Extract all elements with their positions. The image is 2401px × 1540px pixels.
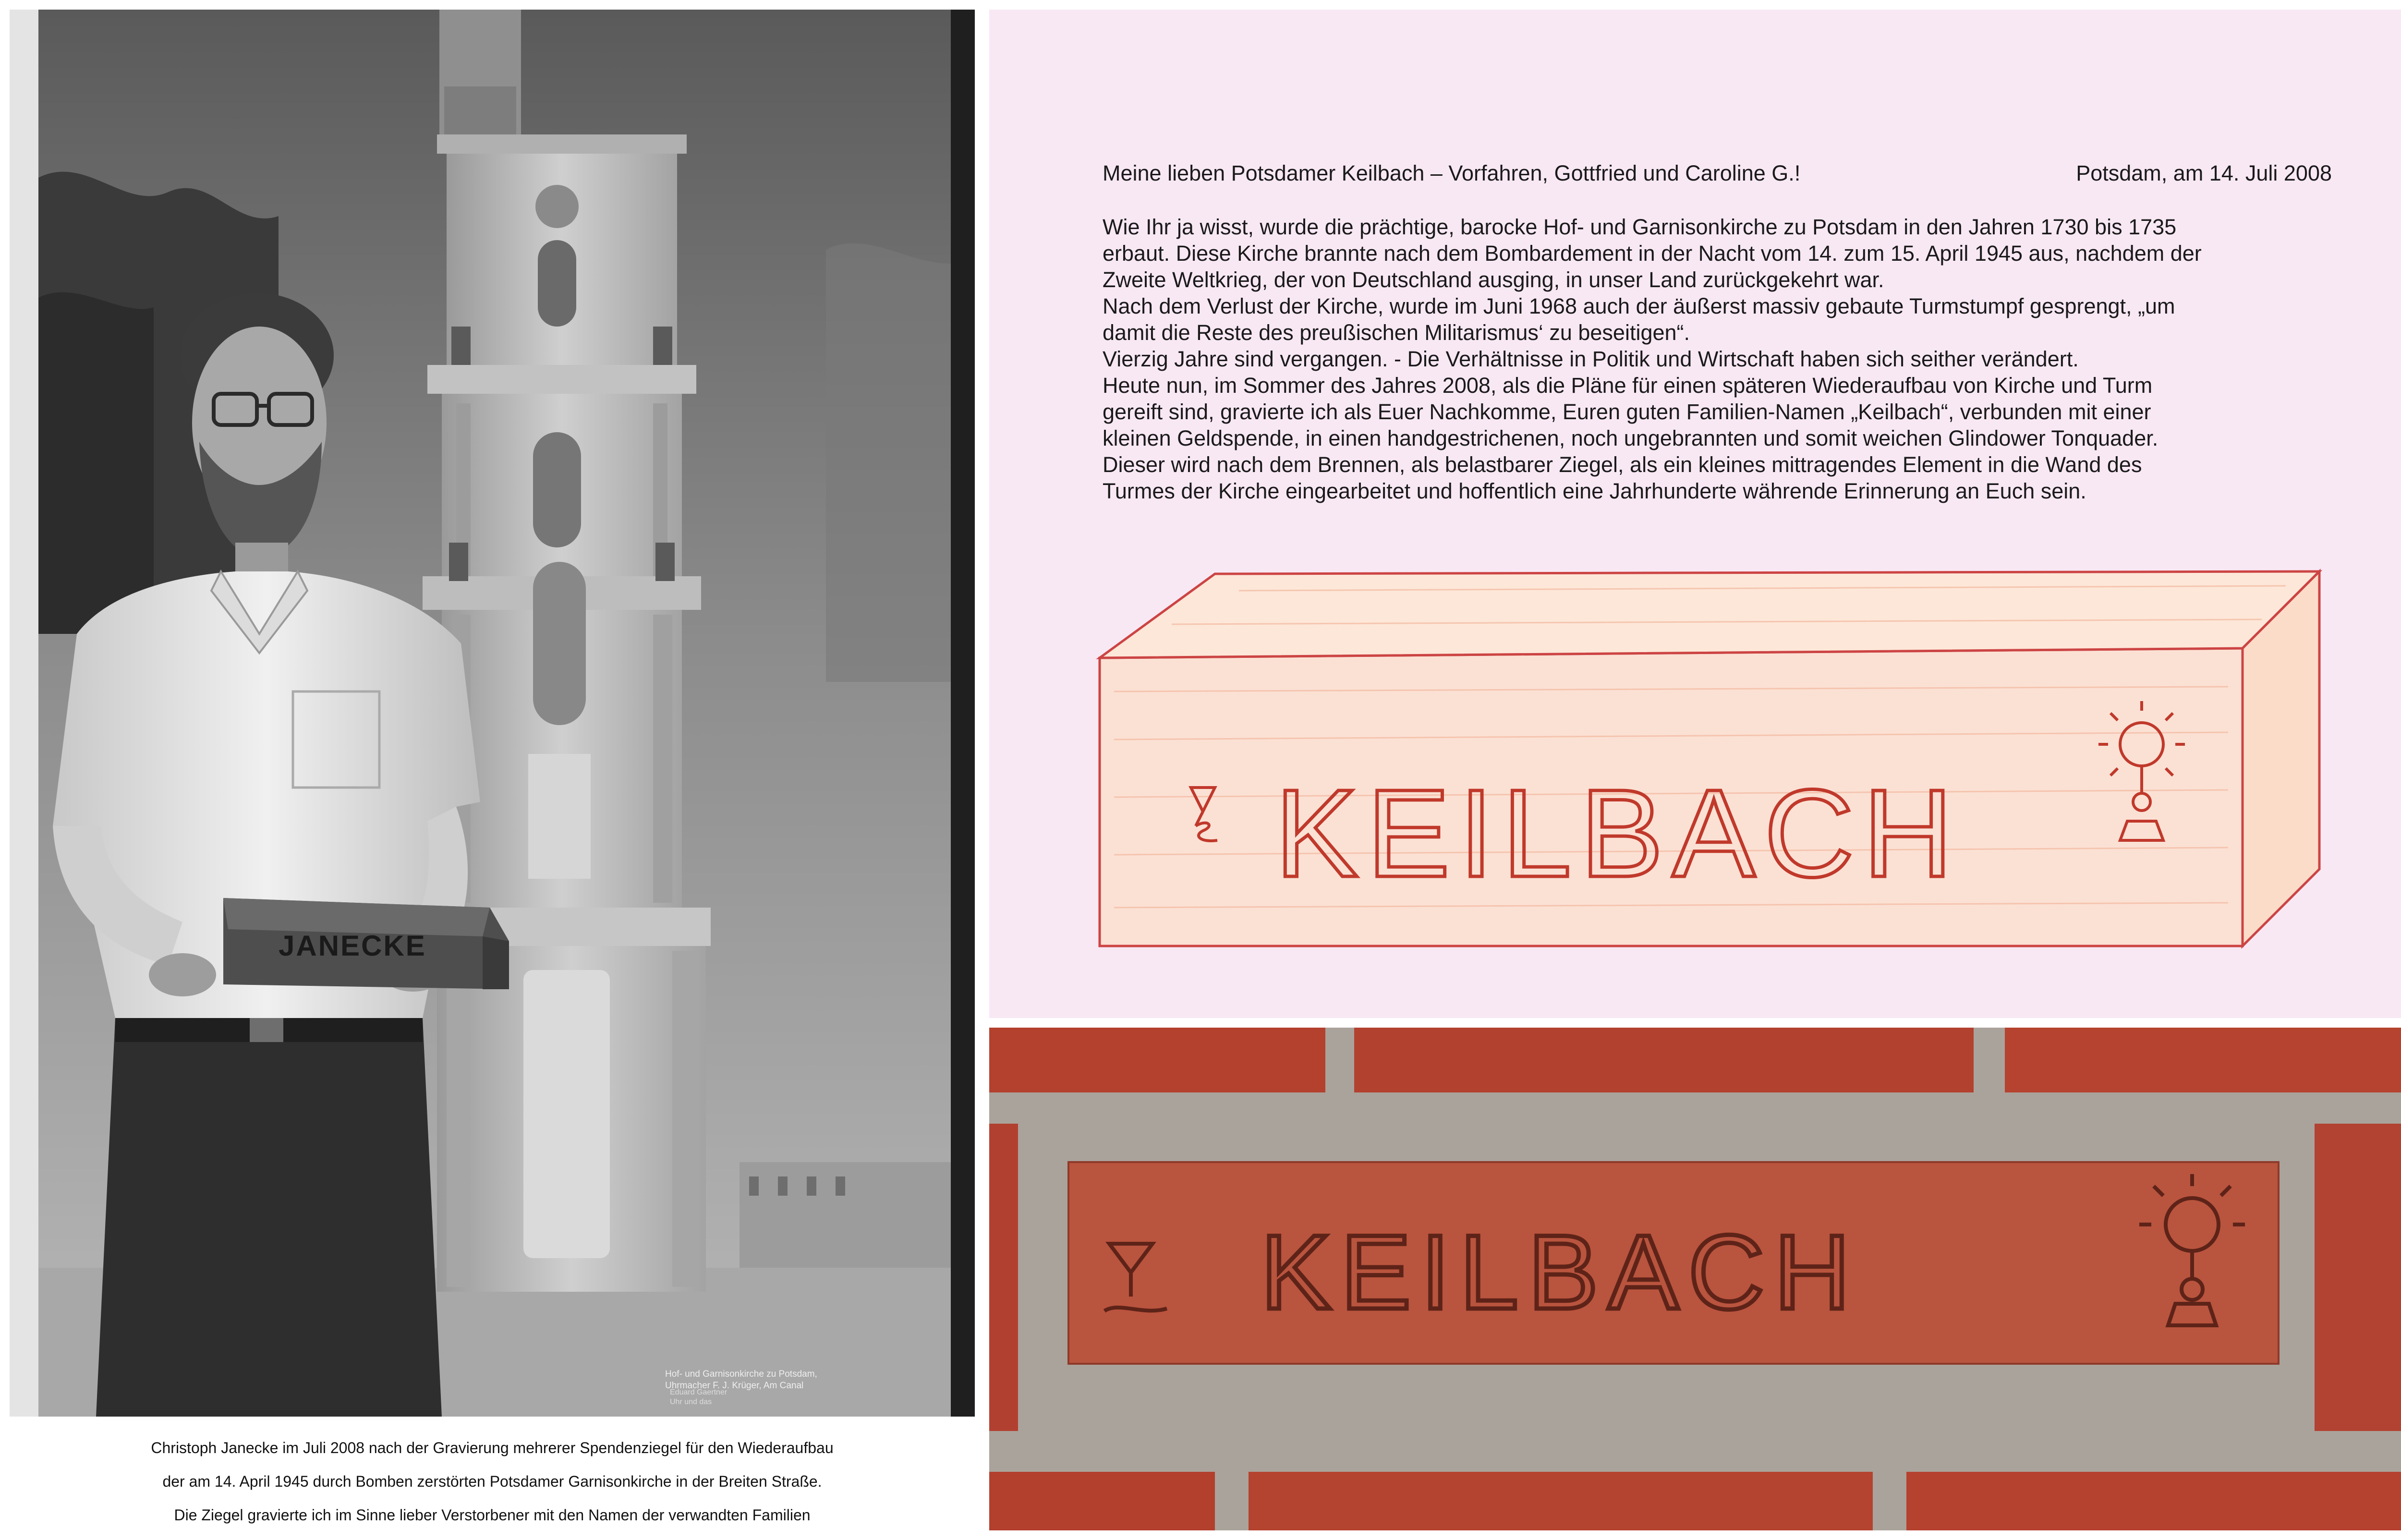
wall-brick — [2315, 1124, 2401, 1431]
wall-brick — [1249, 1472, 1873, 1530]
painting-sign-line: Uhr und das — [670, 1398, 712, 1406]
drawing-brick-top — [1100, 571, 2319, 658]
letter-line: Dieser wird nach dem Brennen, als belastbarer Ziegel, als ein kleines mittragendes Element in die Wand des — [1103, 452, 2142, 477]
photo-panel — [10, 10, 975, 1417]
letter-line: gereift sind, gravierte ich als Euer Nachkomme, Euren guten Familien-Namen „Keilbach“, verbunden mit einer — [1103, 400, 2151, 424]
letter-place-date: Potsdam, am 14. Juli 2008 — [2076, 161, 2332, 185]
man-with-brick-photo — [10, 10, 975, 1417]
tower-caption-line: Uhrmacher F. J. Krüger, Am Canal — [665, 1381, 804, 1391]
letter-line: Nach dem Verlust der Kirche, wurde im Juni 1968 auch der äußerst massiv gebaute Turmstumpf gesprengt, „um — [1103, 294, 2175, 318]
letter-line: erbaut. Diese Kirche brannte nach dem Bombardement in der Nacht vom 14. zum 15. April 1945 aus, nachdem der — [1103, 241, 2202, 266]
wall-inscription: KEILBACH — [1261, 1213, 1860, 1331]
letter-line: damit die Reste des preußischen Militarismus‘ zu beseitigen“. — [1103, 320, 1690, 345]
letter-panel — [989, 10, 2401, 1018]
wall-brick — [2005, 1028, 2401, 1092]
letter-line: Wie Ihr ja wisst, wurde die prächtige, barocke Hof- und Garnisonkirche zu Potsdam in den Jahren 1730 bis 1735 — [1103, 215, 2177, 239]
brick-wall-svg — [989, 1028, 2401, 1530]
wall-brick — [1906, 1472, 2401, 1530]
wall-brick — [989, 1472, 1215, 1530]
wall-brick — [1354, 1028, 1974, 1092]
tower-caption-line: Hof- und Garnisonkirche zu Potsdam, — [665, 1369, 817, 1379]
letter-salutation: Meine lieben Potsdamer Keilbach – Vorfahren, Gottfried und Caroline G.! — [1103, 161, 1801, 185]
drawing-inscription: KEILBACH — [1275, 764, 1962, 903]
painting-sign-line: Eduard Gaertner — [670, 1388, 728, 1396]
wall-brick — [989, 1124, 1018, 1431]
letter-line: kleinen Geldspende, in einen handgestrichenen, noch ungebrannten und somit weichen Glindower Tonquader. — [1103, 426, 2158, 450]
letter-line: Zweite Weltkrieg, der von Deutschland ausging, in unser Land zurückgekehrt war. — [1103, 267, 1884, 292]
caption-line: der am 14. April 1945 durch Bomben zerstörten Potsdamer Garnisonkirche in der Breiten Straße. — [162, 1473, 822, 1490]
letter-line: Turmes der Kirche eingearbeitet und hoffentlich eine Jahrhunderte währende Erinnerung an Euch sein. — [1103, 479, 2086, 503]
wall-brick — [989, 1028, 1325, 1092]
caption-line: Christoph Janecke im Juli 2008 nach der Gravierung mehrerer Spendenziegel für den Wiederaufbau — [151, 1439, 834, 1456]
brick-drawing — [989, 10, 2401, 1018]
brick-wall-photo — [989, 1028, 2401, 1530]
held-brick-inscription: JANECKE — [279, 930, 426, 962]
letter-line: Vierzig Jahre sind vergangen. - Die Verhältnisse in Politik und Wirtschaft haben sich seither verändert. — [1103, 347, 2079, 371]
caption-line: Die Ziegel gravierte ich im Sinne lieber Verstorbener mit den Namen der verwandten Familien — [174, 1506, 811, 1524]
photo-caption — [10, 1417, 975, 1540]
letter-line: Heute nun, im Sommer des Jahres 2008, als die Pläne für einen späteren Wiederaufbau von Kirche und Turm — [1103, 373, 2153, 398]
tower-caption — [665, 1369, 817, 1392]
